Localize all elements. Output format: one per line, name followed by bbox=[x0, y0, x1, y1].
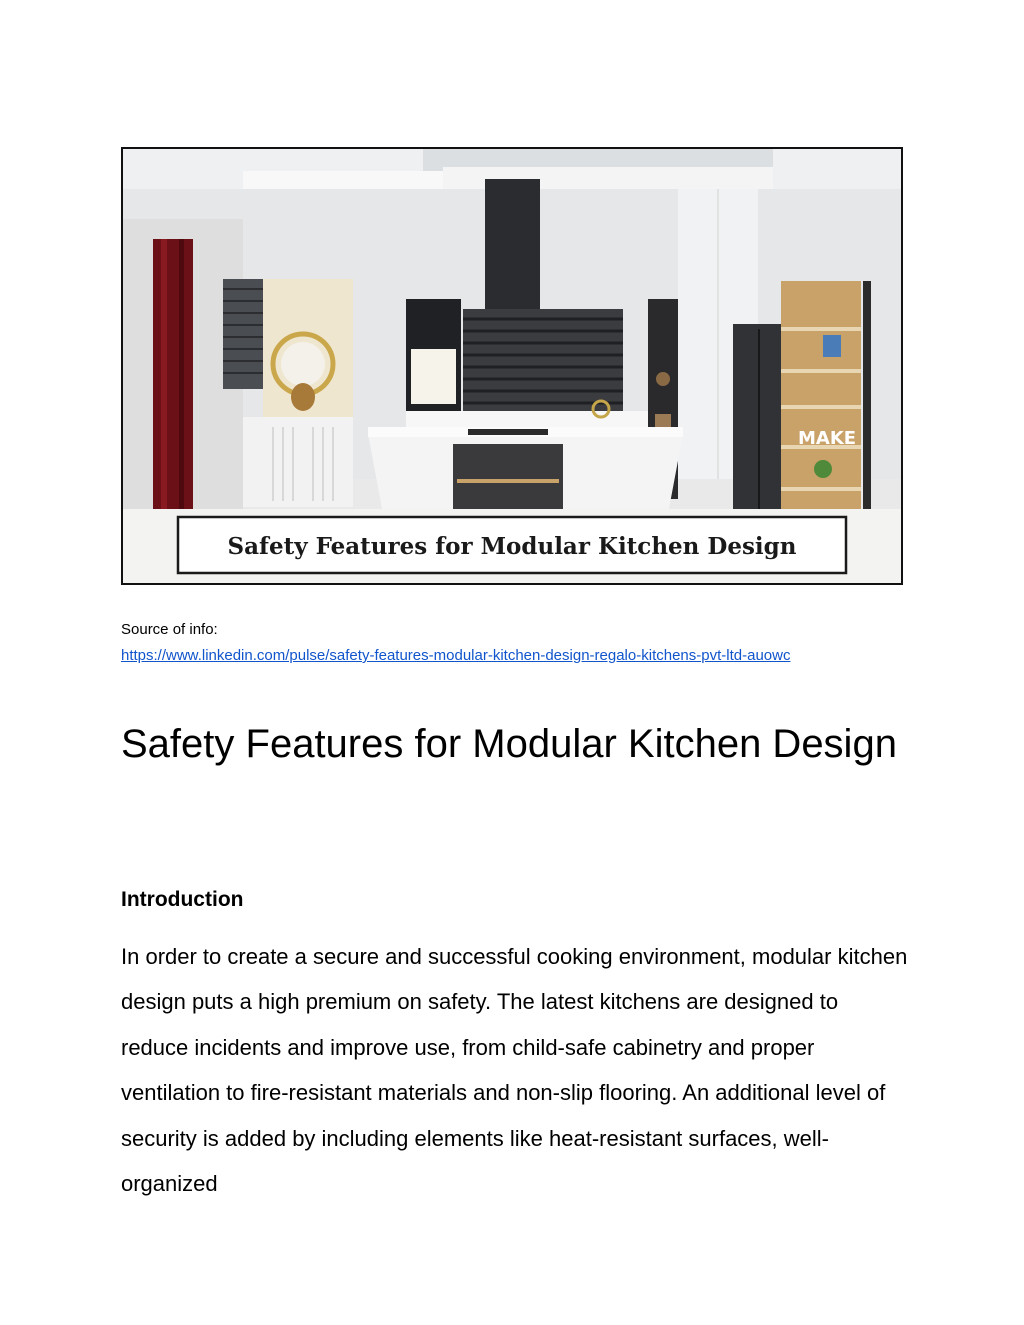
hero-image bbox=[121, 147, 903, 585]
source-link[interactable]: https://www.linkedin.com/pulse/safety-features-modular-kitchen-design-regalo-kitchens-pvt-ltd-auowc bbox=[121, 647, 791, 664]
page-title: Safety Features for Modular Kitchen Design bbox=[121, 722, 897, 766]
kitchen-illustration-icon bbox=[123, 149, 901, 583]
intro-paragraph: In order to create a secure and successful cooking environment, modular kitchen design puts a high premium on safety. The latest kitchens are designed to reduce incidents and improve use, from child-safe cabinetry and proper ventilation to fire-resistant materials and non-slip flooring. An additional level of security is added by including elements like heat-resistant surfaces, well-organized bbox=[121, 944, 908, 1197]
shelf-sign: MAKE bbox=[798, 428, 857, 449]
source-label: Source of info: bbox=[121, 621, 218, 638]
section-heading: Introduction bbox=[121, 888, 244, 911]
hero-caption: Safety Features for Modular Kitchen Design bbox=[227, 533, 797, 560]
